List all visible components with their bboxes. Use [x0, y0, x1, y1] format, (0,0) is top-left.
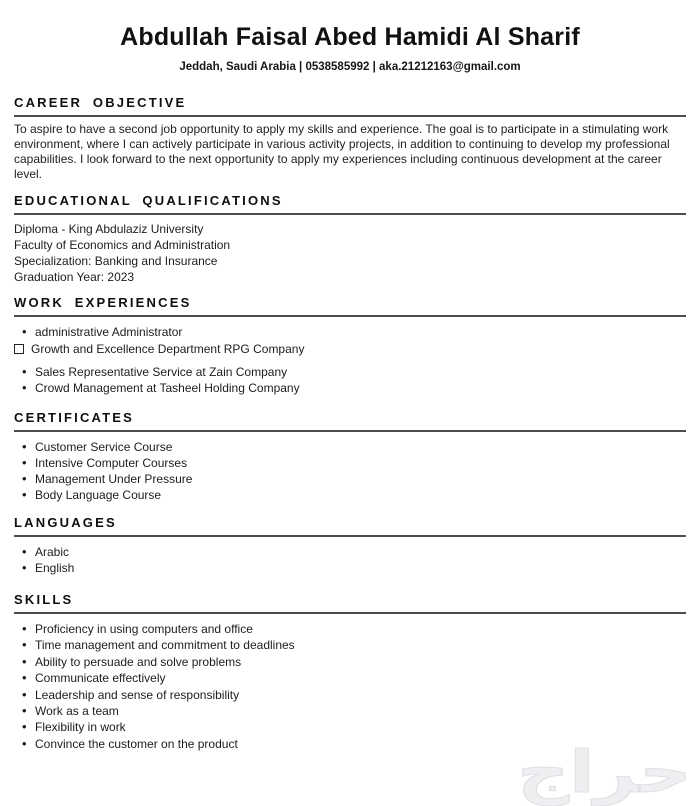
- skill-item: • Proficiency in using computers and office: [14, 621, 686, 637]
- candidate-name: Abdullah Faisal Abed Hamidi Al Sharif: [120, 23, 580, 51]
- haraj-watermark-logo: حراج: [517, 738, 692, 806]
- section-career-objective: [14, 95, 686, 182]
- certificate-items: [14, 439, 686, 503]
- skill-items: [14, 621, 686, 752]
- skill-item: • Work as a team: [14, 703, 686, 719]
- section-education: [14, 193, 686, 285]
- section-title-languages: LANGUAGES: [14, 515, 117, 530]
- work-items-secondary: [14, 364, 686, 396]
- language-item: • English: [14, 560, 686, 576]
- skill-item: • Time management and commitment to deadlines: [14, 637, 686, 653]
- section-divider: [14, 315, 686, 317]
- work-department-text: Growth and Excellence Department RPG Company: [31, 342, 305, 356]
- skill-item: • Ability to persuade and solve problems: [14, 654, 686, 670]
- section-title-work: WORK EXPERIENCES: [14, 295, 192, 310]
- skill-item: • Communicate effectively: [14, 670, 686, 686]
- skill-item: • Leadership and sense of responsibility: [14, 687, 686, 703]
- section-title-skills: SKILLS: [14, 592, 74, 607]
- section-work-experiences: [14, 295, 686, 396]
- education-line: Faculty of Economics and Administration: [14, 238, 231, 252]
- resume-header: [14, 0, 686, 73]
- certificate-item: • Customer Service Course: [14, 439, 686, 455]
- section-divider: [14, 213, 686, 215]
- section-divider: [14, 115, 686, 117]
- certificate-item: • Body Language Course: [14, 487, 686, 503]
- certificate-item: • Intensive Computer Courses: [14, 455, 686, 471]
- education-line: Specialization: Banking and Insurance: [14, 254, 218, 268]
- work-item: • administrative Administrator: [14, 324, 686, 340]
- square-bullet-icon: [14, 344, 24, 354]
- section-title-career-objective: CAREER OBJECTIVE: [14, 95, 187, 110]
- section-languages: [14, 515, 686, 576]
- section-title-education: EDUCATIONAL QUALIFICATIONS: [14, 193, 283, 208]
- work-department-line: [14, 341, 686, 357]
- section-title-certificates: CERTIFICATES: [14, 410, 135, 425]
- section-certificates: [14, 410, 686, 503]
- language-item: • Arabic: [14, 544, 686, 560]
- education-line: Diploma - King Abdulaziz University: [14, 222, 204, 236]
- contact-line: Jeddah, Saudi Arabia | 0538585992 | aka.21212163@gmail.com: [179, 61, 521, 73]
- work-items-primary: [14, 324, 686, 340]
- work-item: • Sales Representative Service at Zain Company: [14, 364, 686, 380]
- work-item: • Crowd Management at Tasheel Holding Company: [14, 380, 686, 396]
- certificate-item: • Management Under Pressure: [14, 471, 686, 487]
- career-objective-text: To aspire to have a second job opportunity to apply my skills and experience. The goal is to participate in a stimulating work environment, where I can actively participate in various activity projects, in addition to continuing to develop my professional capabilities. I look forward to the next opportunity to apply my experiences including continuous development at the career level.: [14, 122, 670, 181]
- education-line: Graduation Year: 2023: [14, 270, 135, 284]
- section-divider: [14, 535, 686, 537]
- section-skills: [14, 592, 686, 752]
- education-lines: [14, 221, 686, 285]
- skill-item: • Convince the customer on the product: [14, 736, 686, 752]
- language-items: [14, 544, 686, 576]
- skill-item: • Flexibility in work: [14, 719, 686, 735]
- section-divider: [14, 430, 686, 432]
- section-divider: [14, 612, 686, 614]
